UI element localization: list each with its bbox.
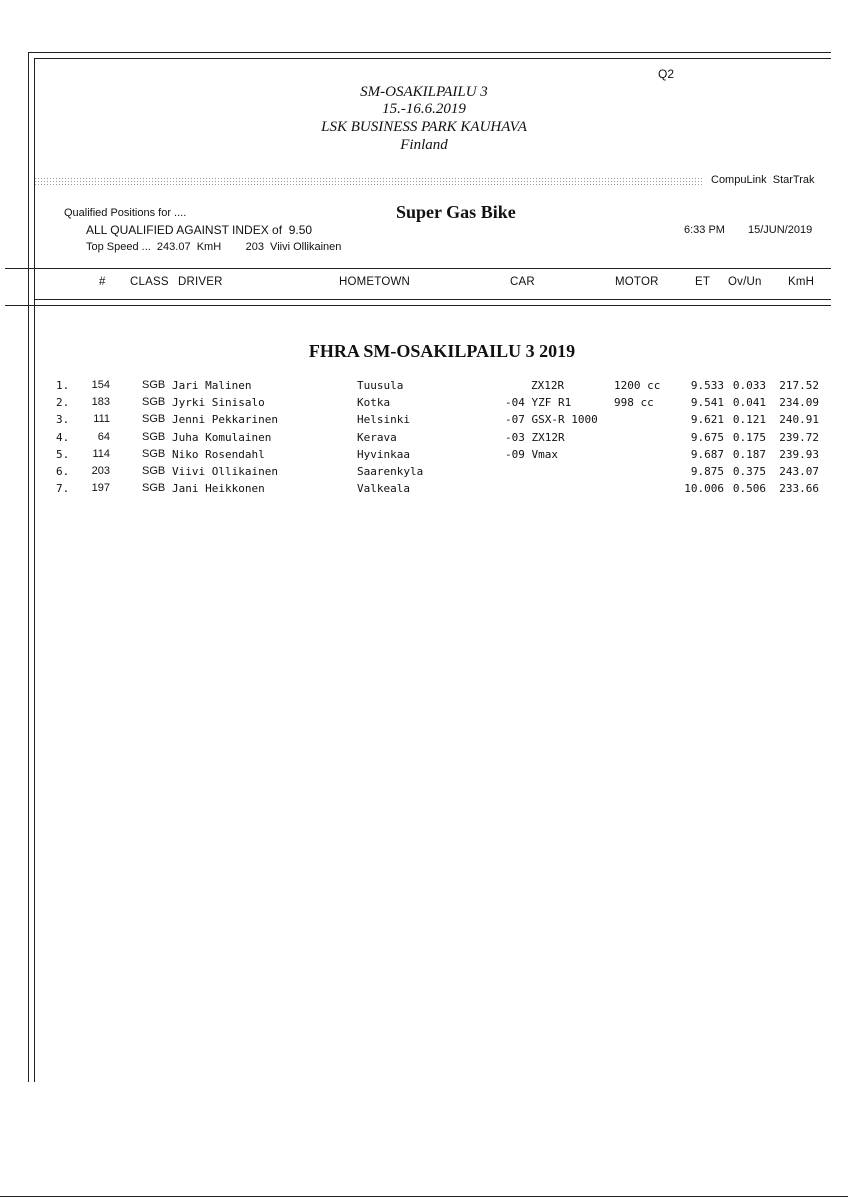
row-kmh: 239.93	[779, 447, 819, 461]
row-ovun: 0.121	[732, 413, 766, 427]
row-position: 6.	[56, 465, 70, 478]
row-class: SGB	[142, 447, 166, 460]
row-car: -09 Vmax	[505, 447, 558, 461]
row-kmh: 239.72	[779, 430, 819, 444]
row-kmh: 234.09	[779, 396, 819, 410]
report-time: 6:33 PM	[684, 224, 725, 236]
row-car: ZX12R	[531, 379, 565, 392]
row-driver: Niko Rosendahl	[172, 447, 265, 461]
section-title: FHRA SM-OSAKILPAILU 3 2019	[308, 341, 576, 361]
table-row	[0, 482, 848, 499]
row-number: 111	[93, 413, 110, 426]
dotted-band	[34, 177, 702, 185]
col-header-hometown: HOMETOWN	[339, 276, 411, 288]
table-row	[0, 396, 848, 413]
row-driver: Viivi Ollikainen	[172, 465, 278, 478]
row-driver: Jyrki Sinisalo	[172, 396, 265, 410]
col-header-car: CAR	[510, 276, 535, 288]
row-class: SGB	[142, 465, 166, 477]
row-number: 154	[91, 379, 110, 391]
col-header-num: #	[99, 276, 106, 288]
col-header-class: CLASS	[130, 276, 169, 288]
row-number: 203	[91, 465, 110, 477]
header-divider-bottom	[5, 305, 831, 306]
row-number: 114	[92, 447, 110, 460]
row-kmh: 217.52	[779, 379, 819, 392]
top-speed-line: Top Speed ... 243.07 KmH 203 Viivi Ollikainen	[86, 241, 342, 253]
event-venue: LSK BUSINESS PARK KAUHAVA	[321, 119, 527, 135]
row-hometown: Hyvinkaa	[357, 447, 410, 461]
row-ovun: 0.175	[732, 430, 766, 444]
row-kmh: 240.91	[779, 413, 819, 427]
row-car: -07 GSX-R 1000	[505, 413, 598, 427]
row-hometown: Kerava	[357, 430, 397, 444]
row-et: 9.687	[690, 447, 724, 461]
header-divider-mid	[34, 299, 831, 300]
table-row	[0, 448, 848, 465]
table-row	[0, 431, 848, 448]
row-motor: 1200 cc	[614, 379, 661, 392]
row-et: 10.006	[684, 482, 724, 496]
row-class: SGB	[142, 430, 166, 443]
row-car: -04 YZF R1	[505, 396, 572, 410]
row-hometown: Valkeala	[357, 482, 410, 496]
page-code: Q2	[658, 67, 675, 81]
row-kmh: 233.66	[779, 482, 819, 496]
col-header-motor: MOTOR	[615, 276, 659, 288]
event-name: SM-OSAKILPAILU 3	[360, 84, 488, 100]
row-position: 1.	[56, 379, 70, 392]
col-header-driver: DRIVER	[178, 276, 223, 288]
table-row	[0, 413, 848, 430]
row-position: 3.	[56, 413, 70, 427]
row-position: 7.	[56, 482, 70, 496]
row-class: SGB	[142, 413, 166, 426]
row-et: 9.621	[690, 413, 724, 427]
software-credit: CompuLink StarTrak	[711, 174, 815, 186]
row-et: 9.533	[690, 379, 724, 392]
row-class: SGB	[142, 379, 166, 391]
frame-top-line-inner	[34, 58, 831, 59]
frame-top-line	[28, 52, 831, 53]
row-number: 64	[97, 430, 110, 443]
row-position: 2.	[56, 396, 70, 410]
row-et: 9.675	[690, 430, 724, 444]
col-header-ovun: Ov/Un	[728, 276, 762, 288]
row-hometown: Helsinki	[357, 413, 410, 427]
row-number: 183	[91, 396, 110, 409]
frame-left-line	[28, 52, 29, 1082]
row-class: SGB	[142, 396, 166, 409]
qualified-label: Qualified Positions for ....	[64, 207, 187, 219]
row-ovun: 0.187	[732, 447, 766, 461]
report-date: 15/JUN/2019	[748, 224, 813, 236]
frame-left-line-inner	[34, 58, 35, 1082]
page-bottom-line	[0, 1196, 848, 1197]
row-hometown: Tuusula	[357, 379, 404, 392]
row-hometown: Kotka	[357, 396, 391, 410]
row-ovun: 0.375	[732, 465, 766, 478]
col-header-et: ET	[695, 276, 711, 288]
row-driver: Jenni Pekkarinen	[172, 413, 278, 427]
row-hometown: Saarenkyla	[357, 465, 424, 478]
index-line: ALL QUALIFIED AGAINST INDEX of 9.50	[86, 223, 313, 237]
col-header-kmh: KmH	[788, 276, 815, 288]
row-motor: 998 cc	[614, 396, 654, 410]
table-row	[0, 465, 848, 482]
row-et: 9.541	[690, 396, 724, 410]
table-row	[0, 379, 848, 396]
row-driver: Juha Komulainen	[172, 430, 272, 444]
row-driver: Jari Malinen	[172, 379, 252, 392]
row-number: 197	[91, 482, 110, 495]
header-divider-top	[5, 268, 831, 269]
row-position: 4.	[56, 430, 70, 444]
row-et: 9.875	[690, 465, 724, 478]
row-ovun: 0.041	[732, 396, 766, 410]
row-position: 5.	[56, 447, 70, 461]
row-ovun: 0.506	[732, 482, 766, 496]
row-class: SGB	[142, 482, 166, 495]
row-car: -03 ZX12R	[505, 430, 565, 444]
class-title: Super Gas Bike	[396, 202, 516, 222]
event-dates: 15.-16.6.2019	[382, 101, 466, 117]
row-driver: Jani Heikkonen	[172, 482, 265, 496]
event-country: Finland	[400, 137, 448, 153]
row-ovun: 0.033	[732, 379, 766, 392]
row-kmh: 243.07	[779, 465, 819, 478]
